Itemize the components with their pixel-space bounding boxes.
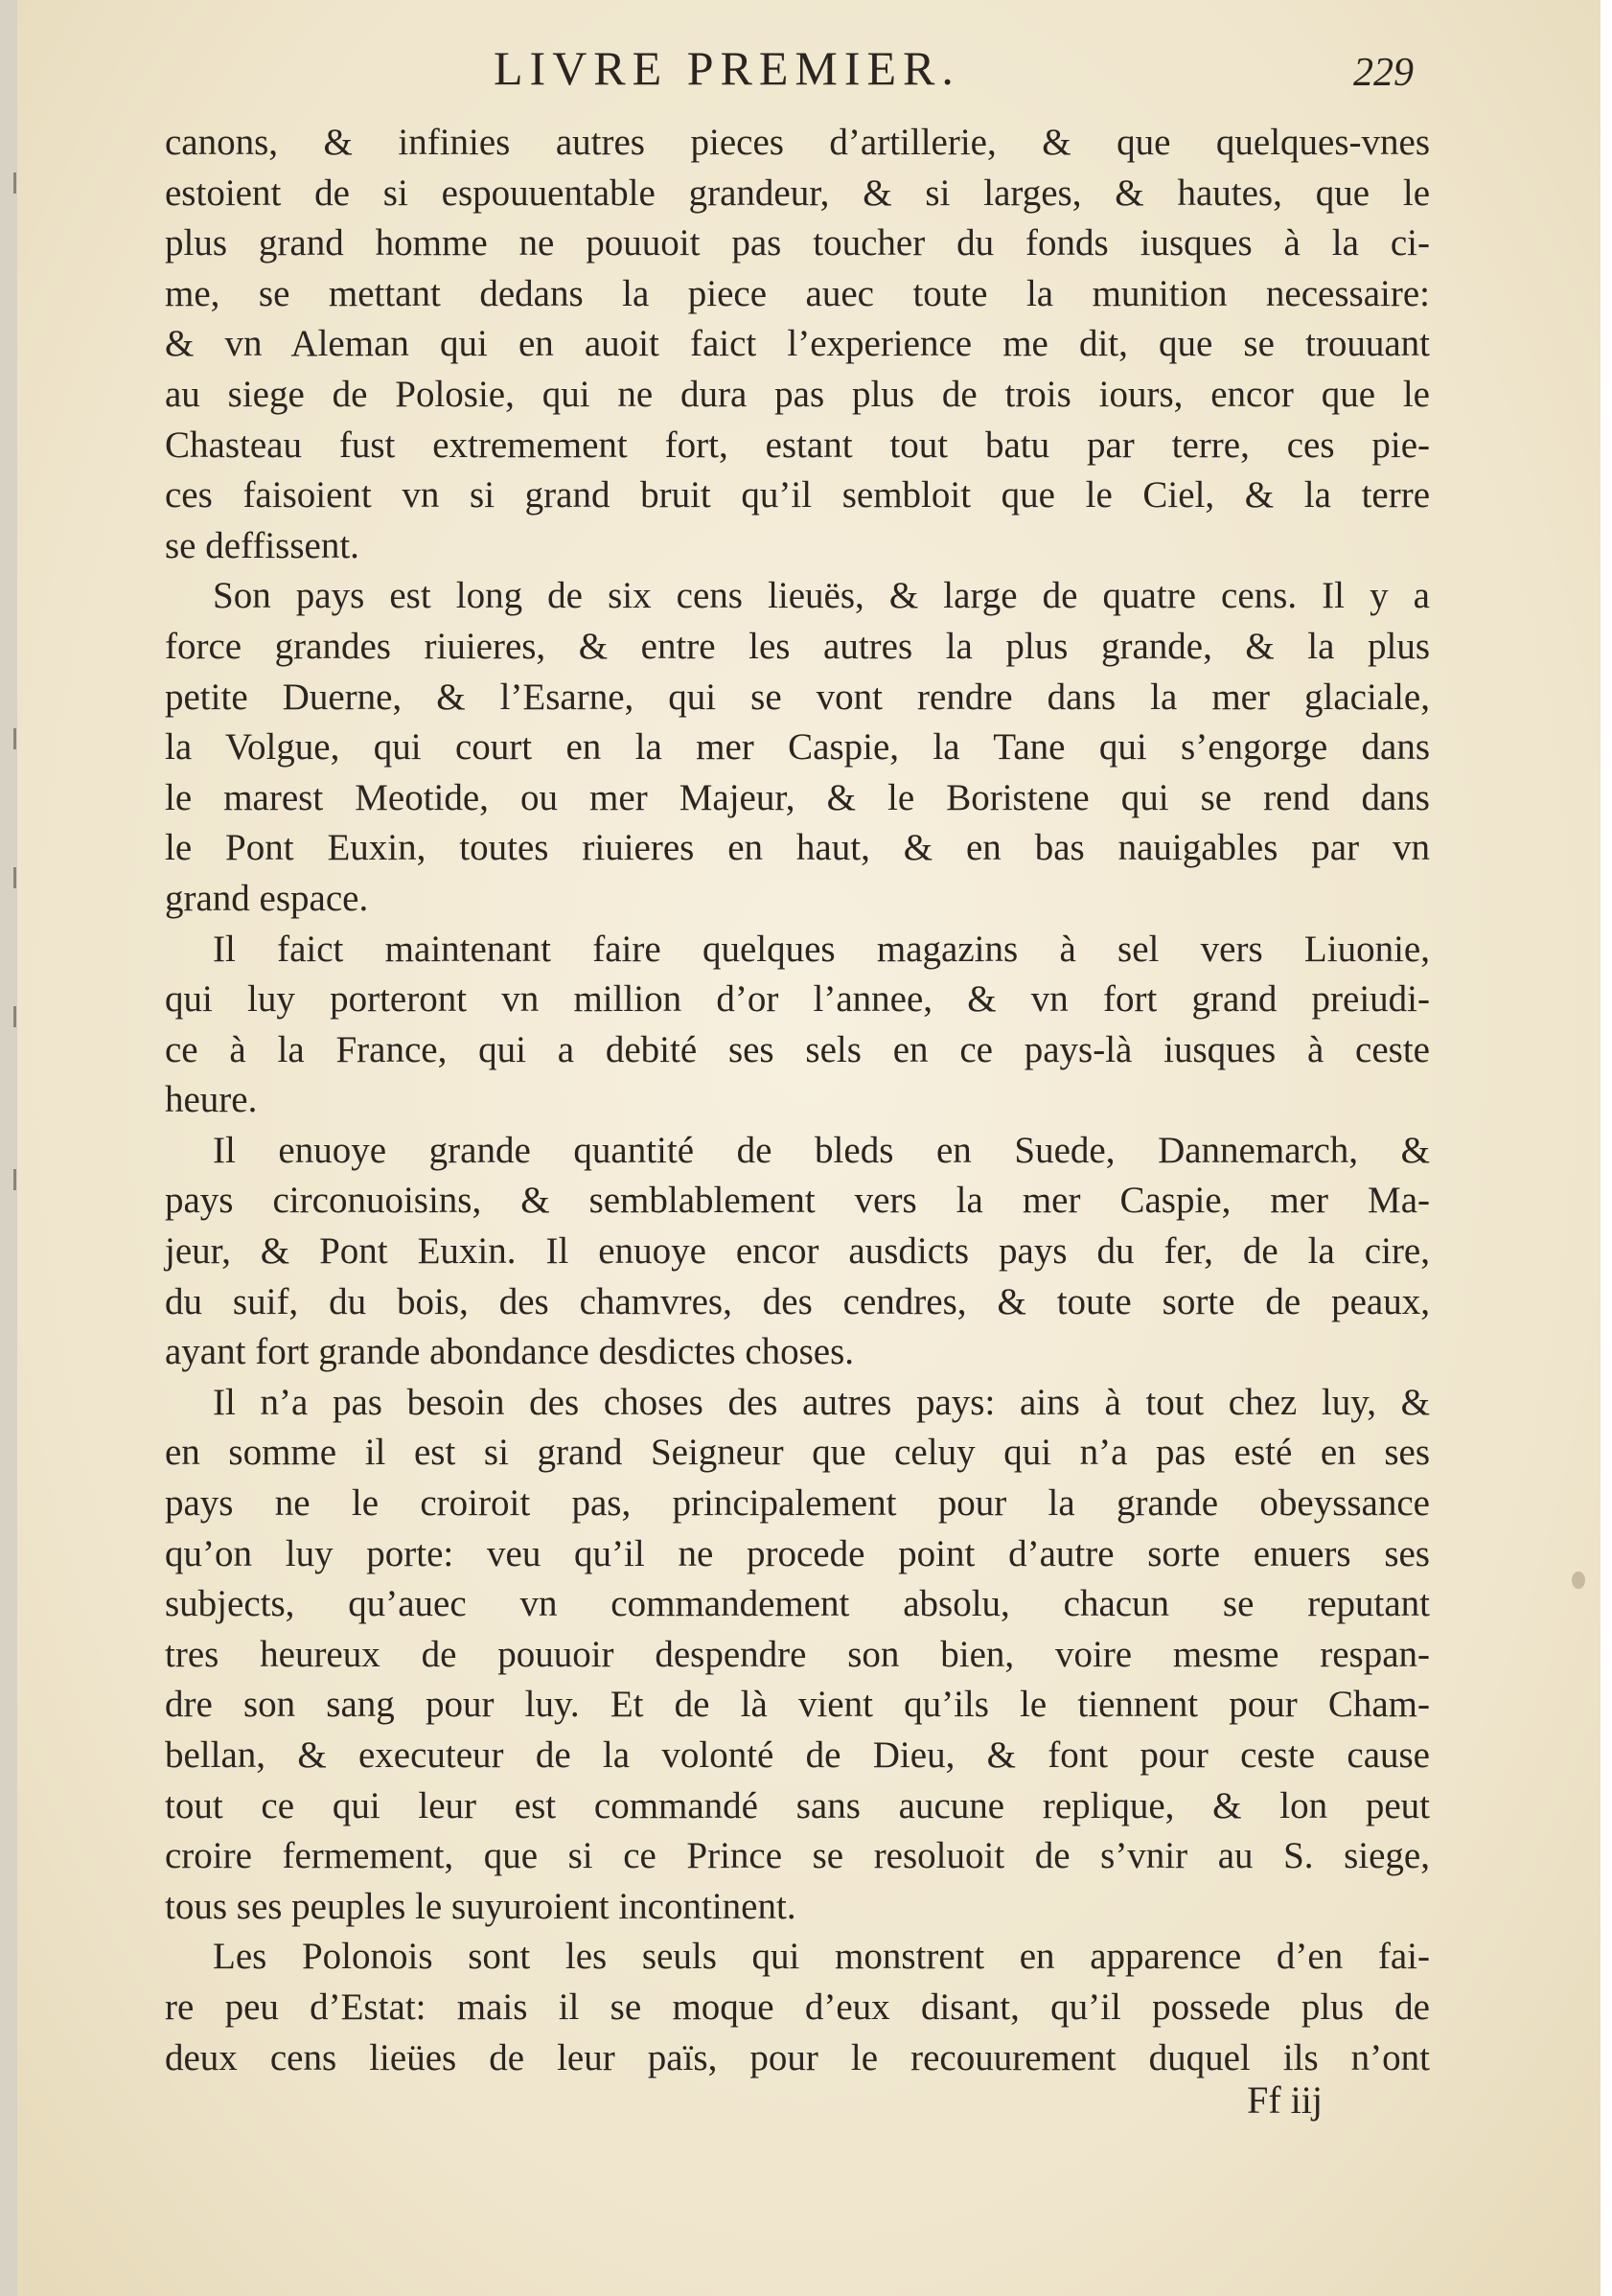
text-line: canons, & infinies autres pieces d’artillerie, & que quelques-vnes — [165, 122, 1430, 163]
paper-stain — [1572, 1572, 1585, 1589]
text-line: tous ses peuples le suyuroient incontinent. — [165, 1885, 796, 1927]
text-line: plus grand homme ne pouuoit pas toucher du fonds iusques à la ci- — [165, 222, 1430, 264]
text-line: pays circonuoisins, & semblablement vers la mer Caspie, mer Ma- — [165, 1180, 1430, 1222]
margin-mark — [13, 1006, 16, 1027]
text-line: bellan, & executeur de la volonté de Dieu, & font pour ceste cause — [165, 1734, 1430, 1776]
text-line: Il n’a pas besoin des choses des autres pays: ains à tout chez luy, & — [213, 1381, 1430, 1423]
text-line: qui luy porteront vn million d’or l’annee, & vn fort grand preiudi- — [165, 978, 1430, 1021]
text-line: se deffissent. — [165, 524, 359, 566]
text-line: croire fermement, que si ce Prince se resoluoit de s’vnir au S. siege, — [165, 1835, 1430, 1877]
margin-mark — [13, 728, 16, 749]
text-line: dre son sang pour luy. Et de là vient qu’ils le tiennent pour Cham- — [165, 1684, 1430, 1726]
text-line: pays ne le croiroit pas, principalement pour la grande obeyssance — [165, 1482, 1430, 1525]
text-line: ce à la France, qui a debité ses sels en ce pays-là iusques à ceste — [165, 1028, 1430, 1070]
text-line: au siege de Polosie, qui ne dura pas plus de trois iours, encor que le — [165, 373, 1430, 415]
text-line: re peu d’Estat: mais il se moque d’eux disant, qu’il possede plus de — [165, 1986, 1430, 2028]
text-line: en somme il est si grand Seigneur que celuy qui n’a pas esté en ses — [165, 1432, 1430, 1474]
text-line: deux cens lieües de leur païs, pour le recouurement duquel ils n’ont — [165, 2036, 1430, 2078]
text-line: Les Polonois sont les seuls qui monstrent en apparence d’en fai- — [213, 1936, 1430, 1978]
text-line: Il faict maintenant faire quelques magazins à sel vers Liuonie, — [213, 928, 1430, 970]
text-line: subjects, qu’auec vn commandement absolu, chacun se reputant — [165, 1583, 1430, 1625]
text-line: ayant fort grande abondance desdictes choses. — [165, 1331, 855, 1373]
text-line: me, se mettant dedans la piece auec toute la munition necessaire: — [165, 272, 1430, 314]
text-line: estoient de si espouuentable grandeur, & si larges, & hautes, que le — [165, 172, 1430, 214]
text-line: Il enuoye grande quantité de bleds en Suede, Dannemarch, & — [213, 1129, 1430, 1171]
text-line: force grandes riuieres, & entre les autres la plus grande, & la plus — [165, 625, 1430, 667]
text-line: heure. — [165, 1079, 258, 1121]
text-line: tout ce qui leur est commandé sans aucune replique, & lon peut — [165, 1784, 1430, 1826]
text-line: grand espace. — [165, 877, 369, 919]
text-line: & vn Aleman qui en auoit faict l’experience me dit, que se trouuant — [165, 323, 1430, 365]
text-line: la Volgue, qui court en la mer Caspie, la Tane qui s’engorge dans — [165, 726, 1430, 769]
right-page-edge — [1600, 0, 1612, 2296]
text-line: jeur, & Pont Euxin. Il enuoye encor ausdicts pays du fer, de la cire, — [165, 1230, 1430, 1273]
text-line: tres heureux de pouuoir despendre son bien, voire mesme respan- — [165, 1633, 1430, 1675]
text-line: Son pays est long de six cens lieuës, & large de quatre cens. Il y a — [213, 575, 1430, 617]
left-page-edge — [0, 0, 17, 2296]
margin-mark — [13, 867, 16, 888]
text-line: le Pont Euxin, toutes riuieres en haut, & en bas nauigables par vn — [165, 827, 1430, 869]
margin-mark — [13, 172, 16, 194]
text-line: Chasteau fust extremement fort, estant tout batu par terre, ces pie- — [165, 424, 1430, 466]
body-text — [165, 118, 1430, 2083]
text-line: petite Duerne, & l’Esarne, qui se vont rendre dans la mer glaciale, — [165, 676, 1430, 718]
text-line: qu’on luy porte: veu qu’il ne procede point d’autre sorte enuers ses — [165, 1532, 1430, 1574]
text-line: le marest Meotide, ou mer Majeur, & le Boristene qui se rend dans — [165, 776, 1430, 818]
signature-mark: Ff iij — [1247, 2078, 1323, 2122]
margin-mark — [13, 1169, 16, 1190]
running-title: LIVRE PREMIER. — [494, 41, 960, 95]
text-line: du suif, du bois, des chamvres, des cendres, & toute sorte de peaux, — [165, 1280, 1430, 1322]
page-number: 229 — [1353, 51, 1414, 95]
text-line: ces faisoient vn si grand bruit qu’il sembloit que le Ciel, & la terre — [165, 474, 1430, 517]
